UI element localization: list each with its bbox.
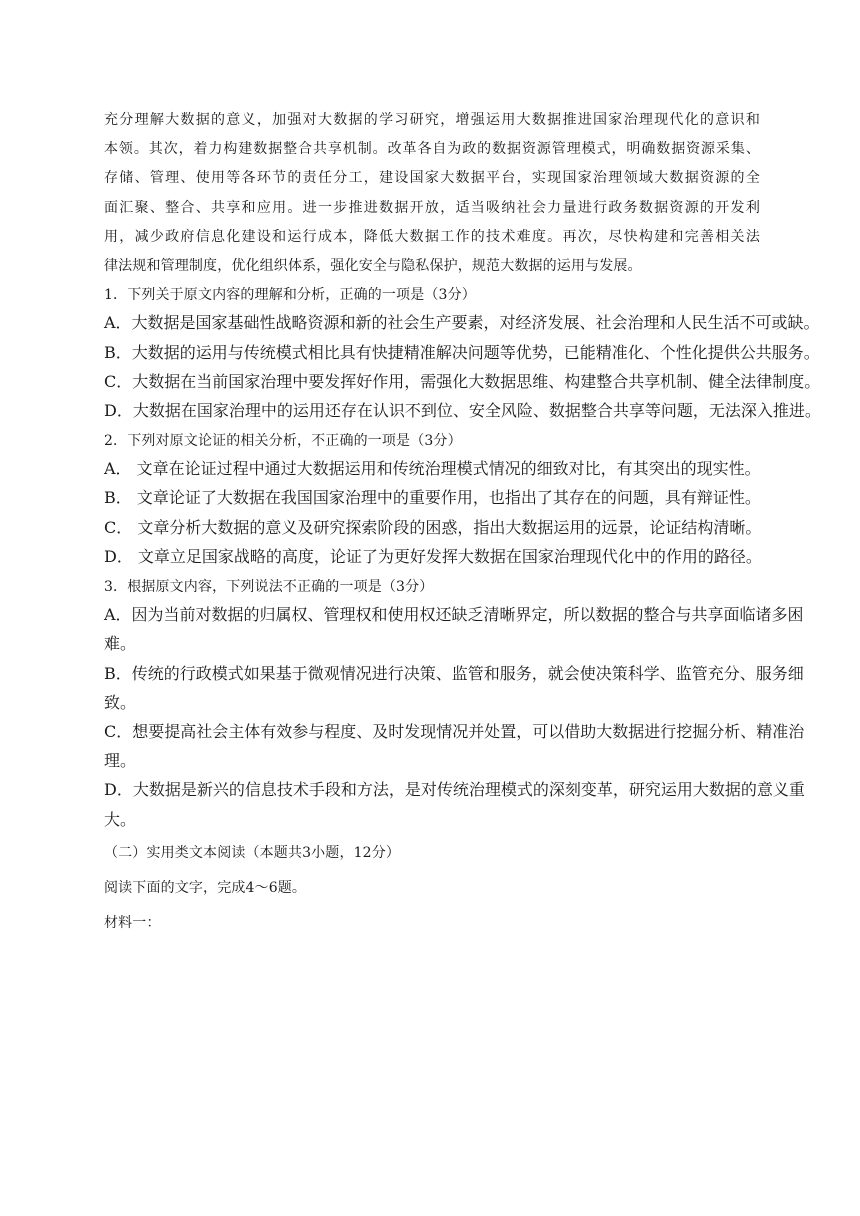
passage-line: 本领。其次，着力构建数据整合共享机制。改革各自为政的数据资源管理模式，明确数据资源采集、 (104, 141, 760, 158)
option-a: A． 文章在论证过程中通过大数据运用和传统治理模式情况的细致对比，有其突出的现实性。 (104, 459, 761, 479)
question-stem: 2．下列对原文论证的相关分析，不正确的一项是（3分） (104, 433, 462, 450)
option-a: A．因为当前对数据的归属权、管理权和使用权还缺乏清晰界定，所以数据的整合与共享面临诸多困 (104, 605, 804, 625)
section-heading: （二）实用类文本阅读（本题共3小题，12分） (104, 844, 401, 861)
option-b-continuation: 致。 (104, 692, 137, 712)
question-2 (104, 427, 760, 573)
material-label: 材料一： (104, 915, 161, 932)
option-b: B． 文章论证了大数据在我国国家治理中的重要作用，也指出了其存在的问题，具有辩证性。 (104, 488, 761, 508)
passage-paragraph (104, 106, 760, 281)
option-c: C．大数据在当前国家治理中要发挥好作用，需强化大数据思维、构建整合共享机制、健全法律制度。 (104, 371, 821, 391)
passage-line: 面汇聚、整合、共享和应用。进一步推进数据开放，适当吸纳社会力量进行政务数据资源的开发利 (104, 199, 760, 216)
question-1 (104, 281, 821, 427)
option-b: B．传统的行政模式如果基于微观情况进行决策、监管和服务，就会使决策科学、监管充分、服务细 (104, 663, 804, 683)
option-c: C．想要提高社会主体有效参与程度、及时发现情况并处置，可以借助大数据进行挖掘分析、精准治 (104, 721, 805, 741)
document-page (104, 106, 821, 938)
passage-line: 存储、管理、使用等各环节的责任分工，建设国家大数据平台，实现国家治理领域大数据资源的全 (104, 170, 760, 187)
option-c-continuation: 理。 (104, 751, 137, 771)
question-stem: 3．根据原文内容，下列说法不正确的一项是（3分） (104, 579, 434, 596)
option-d: D．大数据是新兴的信息技术手段和方法，是对传统治理模式的深刻变革，研究运用大数据的意义重 (104, 780, 805, 800)
option-d-continuation: 大。 (104, 809, 137, 829)
passage-line: 律法规和管理制度，优化组织体系，强化安全与隐私保护，规范大数据的运用与发展。 (104, 257, 642, 274)
option-d: D．大数据在国家治理中的运用还存在认识不到位、安全风险、数据整合共享等问题，无法深入推进。 (104, 400, 821, 420)
option-a-continuation: 难。 (104, 634, 137, 654)
option-c: C． 文章分析大数据的意义及研究探索阶段的困惑，指出大数据运用的远景，论证结构清晰。 (104, 517, 762, 537)
passage-line: 用，减少政府信息化建设和运行成本，降低大数据工作的技术难度。再次，尽快构建和完善相关法 (104, 228, 760, 245)
option-a: A．大数据是国家基础性战略资源和新的社会生产要素，对经济发展、社会治理和人民生活不可或缺。 (104, 313, 820, 333)
option-b: B．大数据的运用与传统模式相比具有快捷精准解决问题等优势，已能精准化、个性化提供公共服务。 (104, 342, 820, 362)
option-d: D． 文章立足国家战略的高度，论证了为更好发挥大数据在国家治理现代化中的作用的路径。 (104, 546, 762, 566)
instruction-text: 阅读下面的文字，完成4～6题。 (104, 879, 307, 896)
question-3 (104, 573, 805, 836)
question-stem: 1．下列关于原文内容的理解和分析，正确的一项是（3分） (104, 287, 476, 304)
passage-line: 充分理解大数据的意义，加强对大数据的学习研究，增强运用大数据推进国家治理现代化的意识和 (104, 112, 760, 128)
